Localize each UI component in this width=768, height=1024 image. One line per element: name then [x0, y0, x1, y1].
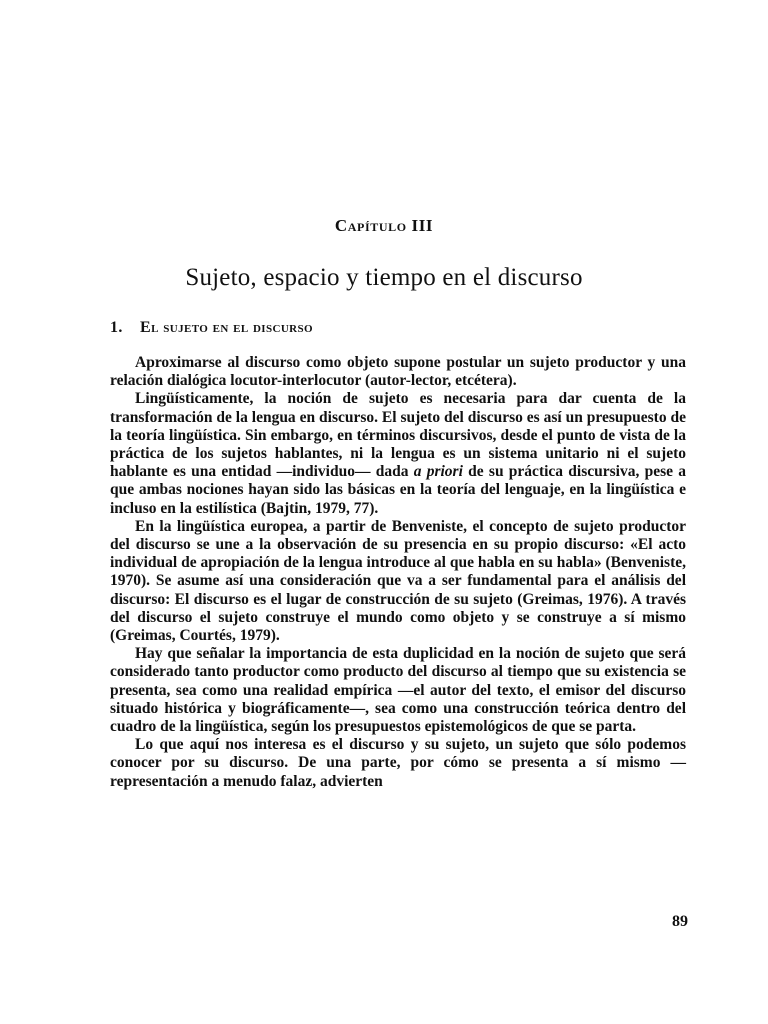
chapter-label: Capítulo III [334, 216, 434, 235]
section-number: 1. [110, 319, 123, 336]
paragraph: Lo que aquí nos interesa es el discurso y su sujeto, un sujeto que sólo podemos conocer por su discurso. De una parte, por cómo se presenta a sí mismo —representación a menudo falaz, advierten [110, 736, 686, 790]
paragraph-text: de su práctica discursiva, pese a que ambas nociones hayan sido las básicas en la teoría del lenguaje, en la lingüística e incluso en la estilística (Bajtin, 1979, 77). [110, 463, 686, 517]
paragraph [110, 390, 686, 517]
chapter-title: Sujeto, espacio y tiempo en el discurso [185, 264, 583, 291]
italic-term: a priori [413, 463, 463, 481]
section-title: El sujeto en el discurso [140, 319, 314, 336]
paragraph: Hay que señalar la importancia de esta duplicidad en la noción de sujeto que será considerado tanto productor como producto del discurso al tiempo que su existencia se presenta, sea como una realidad empírica —el autor del texto, el emisor del discurso situado histórica y biográficamente—, sea como una construcción teórica dentro del cuadro de la lingüística, según los presupuestos epistemológicos de que se parta. [110, 645, 686, 736]
paragraph-text: Lingüísticamente, la noción de sujeto es necesaria para dar cuenta de la transformación de la lengua en discurso. El sujeto del discurso es así un presupuesto de la teoría lingüística. Sin embargo, en términos discursivos, desde el punto de vista de la práctica de los sujetos hablantes, ni la lengua es un sistema unitario ni el sujeto hablante es una entidad —individuo— dada [110, 390, 686, 481]
paragraph: Aproximarse al discurso como objeto supone postular un sujeto productor y una relación dialógica locutor-interlocutor (autor-lector, etcétera). [110, 354, 686, 390]
paragraph: En la lingüística europea, a partir de Benveniste, el concepto de sujeto productor del discurso se une a la observación de su presencia en su propio discurso: «El acto individual de apropiación de la lengua introduce al que habla en su habla» (Benveniste, 1970). Se asume así una consideración que va a ser fundamental para el análisis del discurso: El discurso es el lugar de construcción de su sujeto (Greimas, 1976). A través del discurso el sujeto construye el mundo como objeto y se construye a sí mismo (Greimas, Courtés, 1979). [110, 517, 686, 645]
section-heading [110, 319, 710, 337]
body-text [110, 354, 686, 791]
page-number: 89 [672, 913, 688, 930]
